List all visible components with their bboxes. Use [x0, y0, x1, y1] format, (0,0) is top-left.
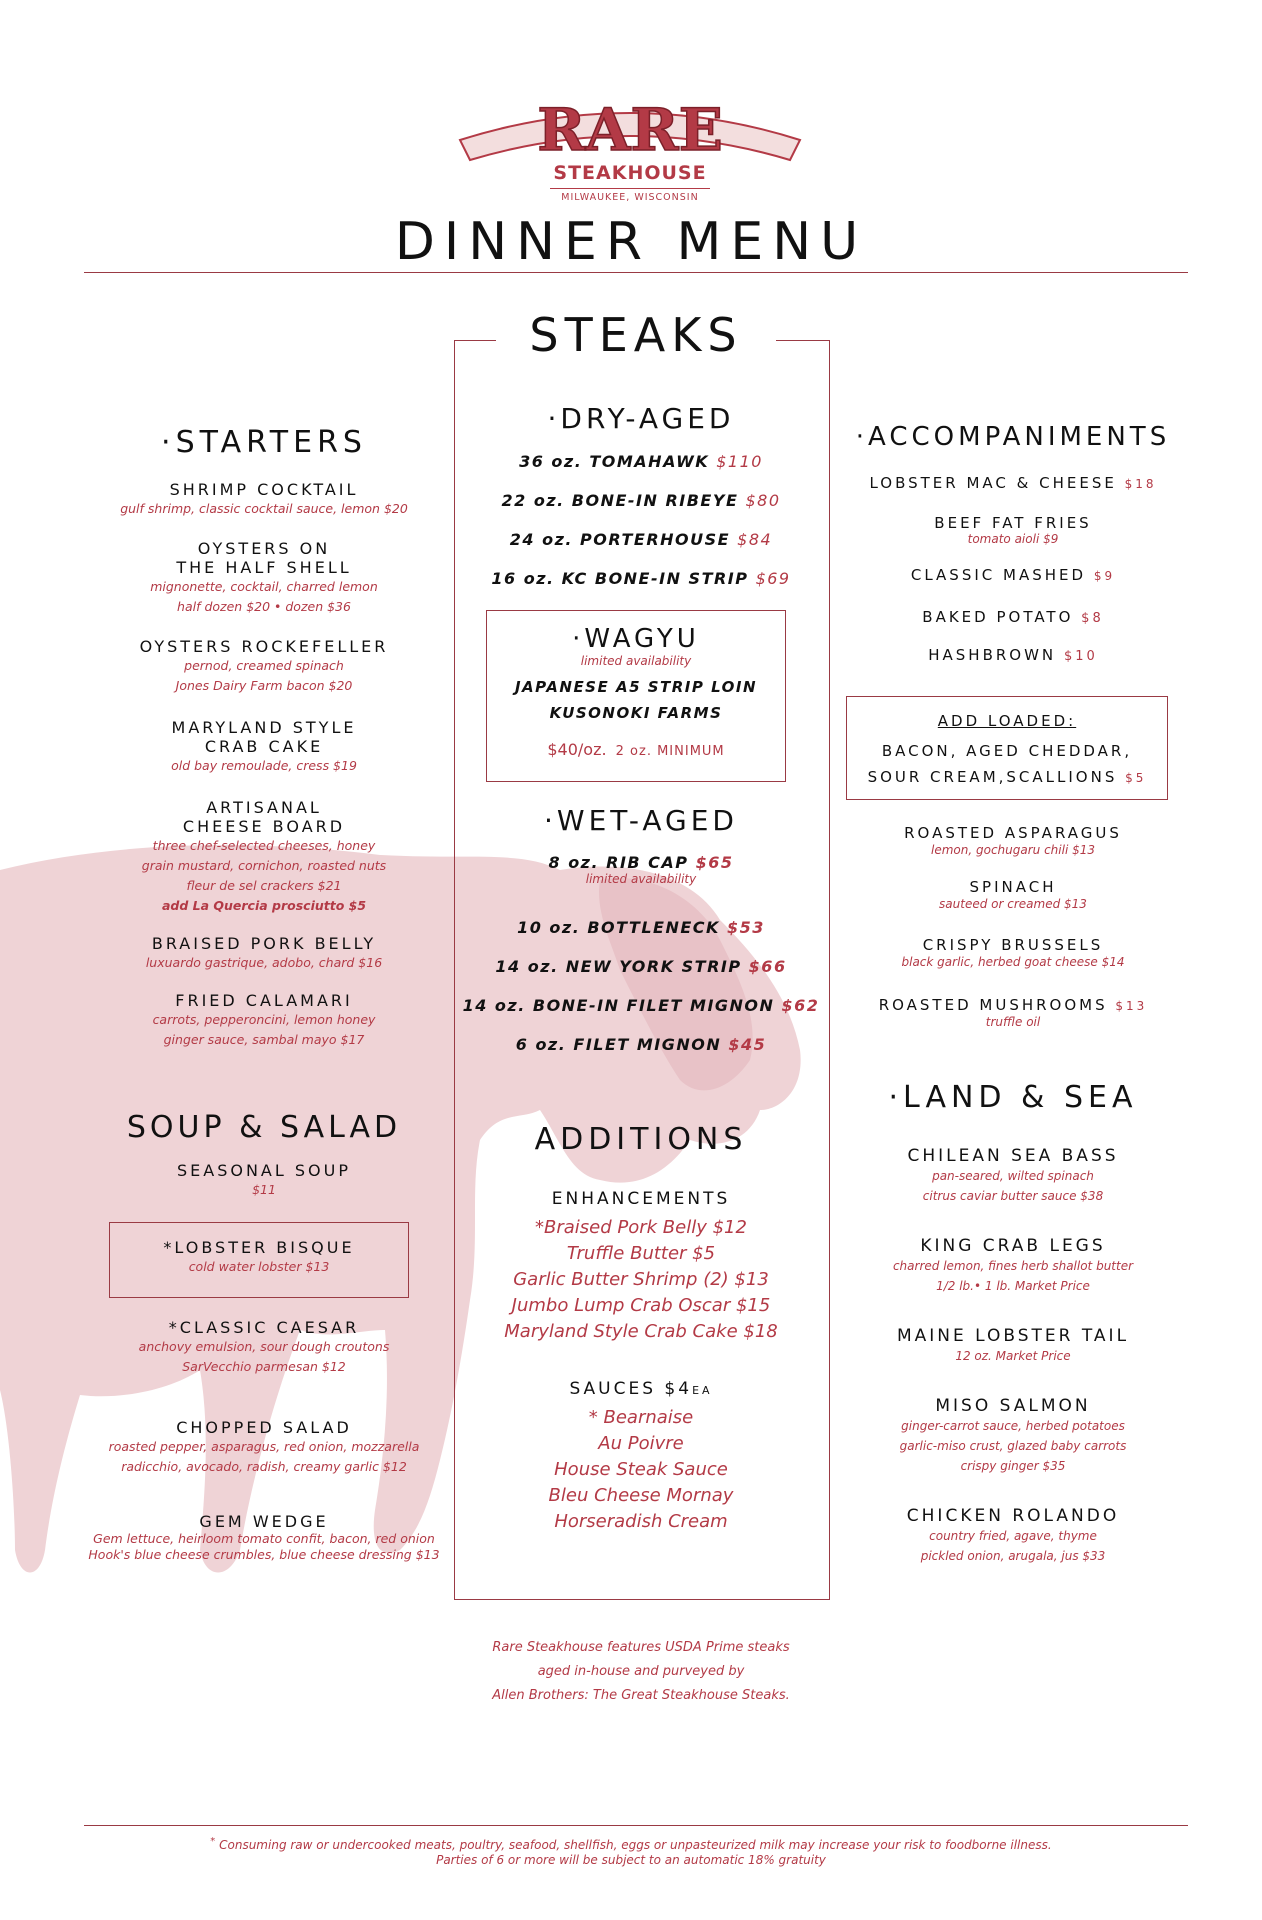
add-loaded-line-1: BACON, AGED CHEDDAR,: [881, 742, 1133, 760]
brussels-name: CRISPY BRUSSELS: [922, 936, 1104, 954]
land-sea-name: KING CRAB LEGS: [920, 1236, 1106, 1256]
land-sea-item: [838, 1506, 1188, 1566]
classic-mashed-price: $9: [1093, 569, 1116, 583]
starter-name: SHRIMP COCKTAIL: [169, 480, 359, 499]
steak-name: 36 oz. TOMAHAWK: [519, 452, 710, 471]
chopped-salad: [84, 1418, 444, 1477]
soup-salad-section: [84, 1110, 444, 1200]
steak-price: $80: [745, 491, 781, 510]
steak-price: $45: [728, 1035, 767, 1054]
starter-name: OYSTERS ON THE HALF SHELL: [176, 539, 352, 577]
usda-note-2: aged in-house and purveyed by: [537, 1664, 745, 1679]
svg-text:RARE: RARE: [537, 96, 723, 164]
wagyu-minimum: 2 oz. MINIMUM: [615, 744, 725, 759]
starter-name: FRIED CALAMARI: [175, 991, 353, 1010]
dry-aged-list: [454, 452, 828, 588]
enhancement-item: Maryland Style Crab Cake $18: [504, 1321, 778, 1342]
caesar-name: *CLASSIC CAESAR: [168, 1318, 360, 1337]
land-sea-desc: citrus caviar butter sauce $38: [922, 1189, 1104, 1203]
land-sea-heading: ·LAND & SEA: [888, 1080, 1138, 1115]
beef-fat-fries-name: BEEF FAT FRIES: [934, 514, 1092, 532]
land-sea-desc: pan-seared, wilted spinach: [932, 1169, 1094, 1183]
wagyu-line-1: JAPANESE A5 STRIP LOIN: [514, 678, 758, 696]
rib-cap-name: 8 oz. RIB CAP: [548, 853, 689, 872]
starter-item: [84, 539, 444, 617]
additions-section: [454, 1122, 828, 1535]
land-sea-item: [838, 1326, 1188, 1366]
wet-aged-heading: ·WET-AGED: [544, 804, 738, 837]
steak-price: $84: [737, 530, 773, 549]
starter-item: [84, 480, 444, 519]
land-sea-name: MISO SALMON: [935, 1396, 1091, 1416]
rib-cap-note: limited availability: [585, 872, 697, 886]
rib-cap-price: $65: [695, 853, 734, 872]
starter-item: [84, 637, 444, 696]
land-sea-desc: country fried, agave, thyme: [929, 1529, 1097, 1543]
hashbrown: [838, 646, 1188, 664]
land-sea-desc: pickled onion, arugala, jus $33: [920, 1549, 1106, 1563]
wedge-desc-1: Gem lettuce, heirloom tomato confit, bacon, red onion: [93, 1531, 435, 1546]
dry-aged-section: [454, 402, 828, 435]
enhancement-item: Truffle Butter $5: [566, 1243, 716, 1264]
footer-disclaimer: [0, 1834, 1262, 1853]
page-title: DINNER MENU: [394, 212, 868, 272]
add-loaded-line-2-text: SOUR CREAM,SCALLIONS: [867, 768, 1118, 786]
spinach-name: SPINACH: [969, 878, 1057, 896]
lobster-bisque: [109, 1238, 409, 1277]
wedge-name: GEM WEDGE: [199, 1512, 329, 1531]
sauce-item: House Steak Sauce: [554, 1459, 728, 1480]
mushrooms-desc: truffle oil: [985, 1015, 1041, 1029]
steak-name: 14 oz. NEW YORK STRIP: [495, 957, 742, 976]
accompaniments-heading: ·ACCOMPANIMENTS: [855, 422, 1171, 452]
add-loaded-heading: ADD LOADED:: [937, 712, 1077, 730]
caesar-desc-1: anchovy emulsion, sour dough croutons: [138, 1339, 390, 1354]
starter-desc: half dozen $20 • dozen $36: [177, 599, 351, 614]
logo-location: MILWAUKEE, WISCONSIN: [561, 192, 699, 203]
caesar-desc-2: SarVecchio parmesan $12: [182, 1359, 346, 1374]
dry-aged-item: [454, 530, 828, 549]
enhancements-list: [454, 1215, 828, 1345]
usda-note-1: Rare Steakhouse features USDA Prime steaks: [492, 1640, 790, 1655]
sauce-item: * Bearnaise: [588, 1407, 694, 1428]
hashbrown-price: $10: [1063, 649, 1098, 664]
wet-aged-item: [454, 957, 828, 976]
sauce-item: Bleu Cheese Mornay: [548, 1485, 734, 1506]
land-sea-item: [838, 1396, 1188, 1476]
starters-heading: ·STARTERS: [161, 425, 367, 460]
land-sea-item: [838, 1146, 1188, 1206]
logo-wordmark-icon: [440, 92, 820, 168]
starter-name: BRAISED PORK BELLY: [151, 934, 377, 953]
land-sea-desc: ginger-carrot sauce, herbed potatoes: [901, 1419, 1125, 1433]
add-loaded: [846, 712, 1168, 786]
footer-divider: [84, 1825, 1188, 1826]
asparagus-name: ROASTED ASPARAGUS: [904, 824, 1122, 842]
starter-desc: luxuardo gastrique, adobo, chard $16: [145, 955, 383, 970]
beef-fat-fries-desc: tomato aioli $9: [967, 532, 1059, 546]
wet-aged-section: [454, 804, 828, 886]
land-sea-desc: 12 oz. Market Price: [955, 1349, 1071, 1363]
spinach-desc: sauteed or creamed $13: [939, 897, 1087, 911]
steak-price: $69: [755, 569, 791, 588]
wet-aged-list: [454, 918, 828, 1054]
starter-desc: pernod, creamed spinach: [184, 658, 344, 673]
chopped-name: CHOPPED SALAD: [176, 1418, 352, 1437]
sauce-item: Horseradish Cream: [554, 1511, 728, 1532]
footer-line-1: Consuming raw or undercooked meats, poultry, seafood, shellfish, eggs or unpasteurized milk may increase your risk to foodborne illness.: [219, 1838, 1052, 1852]
land-sea-name: CHICKEN ROLANDO: [906, 1506, 1120, 1526]
steak-price: $62: [781, 996, 820, 1015]
footer-line-2: Parties of 6 or more will be subject to an automatic 18% gratuity: [436, 1853, 826, 1867]
baked-potato-name: BAKED POTATO: [922, 608, 1074, 626]
enhancements-heading: ENHANCEMENTS: [551, 1189, 731, 1209]
enhancement-item: Jumbo Lump Crab Oscar $15: [511, 1295, 771, 1316]
add-loaded-line-2: [846, 768, 1168, 786]
starter-item: [84, 718, 444, 776]
soup-salad-heading: SOUP & SALAD: [126, 1110, 402, 1145]
starter-addon: add La Quercia prosciutto $5: [161, 898, 367, 913]
land-sea-name: CHILEAN SEA BASS: [907, 1146, 1119, 1166]
dry-aged-heading: ·DRY-AGED: [547, 402, 735, 435]
steak-name: 22 oz. BONE-IN RIBEYE: [501, 491, 739, 510]
wet-aged-item: [454, 918, 828, 937]
lobster-bisque-desc: cold water lobster $13: [188, 1259, 330, 1274]
starter-desc: carrots, pepperoncini, lemon honey: [152, 1012, 376, 1027]
land-sea-item: [838, 1236, 1188, 1296]
land-sea-desc: crispy ginger $35: [960, 1459, 1066, 1473]
footer: [0, 1834, 1262, 1868]
steak-name: 14 oz. BONE-IN FILET MIGNON: [462, 996, 775, 1015]
usda-note-3: Allen Brothers: The Great Steakhouse Steaks.: [492, 1688, 790, 1703]
dry-aged-item: [454, 569, 828, 588]
chopped-desc-1: roasted pepper, asparagus, red onion, mozzarella: [108, 1439, 420, 1454]
gem-wedge: [74, 1512, 454, 1563]
logo: [430, 92, 830, 212]
steak-price: $110: [716, 452, 763, 471]
steak-name: 16 oz. KC BONE-IN STRIP: [491, 569, 749, 588]
mushrooms-name: ROASTED MUSHROOMS: [878, 996, 1108, 1014]
add-loaded-price: $5: [1125, 771, 1147, 785]
starters-section: [84, 425, 444, 460]
starter-name: MARYLAND STYLE CRAB CAKE: [171, 718, 357, 756]
wagyu-section: [486, 624, 786, 759]
land-sea-list: [838, 1146, 1188, 1566]
land-sea-section: [838, 1080, 1188, 1115]
chopped-desc-2: radicchio, avocado, radish, creamy garlic $12: [121, 1459, 407, 1474]
lobster-bisque-name: *LOBSTER BISQUE: [163, 1238, 355, 1257]
additions-heading: ADDITIONS: [534, 1122, 748, 1157]
asparagus-desc: lemon, gochugaru chili $13: [931, 843, 1095, 857]
starter-desc: mignonette, cocktail, charred lemon: [150, 579, 378, 594]
land-sea-desc: garlic-miso crust, glazed baby carrots: [899, 1439, 1127, 1453]
baked-potato-price: $8: [1081, 611, 1104, 626]
sauces-heading-line: [454, 1379, 828, 1399]
enhancement-item: Garlic Butter Shrimp (2) $13: [513, 1269, 769, 1290]
wagyu-note: limited availability: [580, 654, 692, 668]
baked-potato: [838, 608, 1188, 626]
asterisk-icon: *: [210, 1836, 216, 1847]
lobster-mac-price: $18: [1124, 477, 1157, 491]
starter-item: [84, 798, 444, 916]
enhancement-item: *Braised Pork Belly $12: [535, 1217, 747, 1238]
wagyu-price-line: [486, 740, 786, 759]
starter-desc: three chef-selected cheeses, honey: [152, 838, 376, 853]
sauces-each: EA: [692, 1384, 713, 1397]
starter-item: [84, 991, 444, 1050]
steak-name: 24 oz. PORTERHOUSE: [509, 530, 731, 549]
wet-aged-item: [454, 1035, 828, 1054]
brussels-desc: black garlic, herbed goat cheese $14: [901, 955, 1125, 969]
dry-aged-item: [454, 452, 828, 471]
starter-desc: ginger sauce, sambal mayo $17: [163, 1032, 365, 1047]
starter-desc: old bay remoulade, cress $19: [171, 758, 357, 773]
hashbrown-name: HASHBROWN: [928, 646, 1057, 664]
starter-desc: Jones Dairy Farm bacon $20: [175, 678, 353, 693]
rib-cap: [454, 853, 828, 872]
starter-desc: gulf shrimp, classic cocktail sauce, lemon $20: [120, 501, 408, 516]
steak-name: 10 oz. BOTTLENECK: [517, 918, 720, 937]
starter-name: ARTISANAL CHEESE BOARD: [182, 798, 346, 836]
header-divider: [84, 272, 1188, 273]
wet-aged-item: [454, 996, 828, 1015]
lobster-mac-name: LOBSTER MAC & CHEESE: [869, 474, 1117, 492]
dry-aged-item: [454, 491, 828, 510]
classic-mashed-name: CLASSIC MASHED: [910, 566, 1087, 584]
classic-mashed: [838, 566, 1188, 584]
logo-subtitle: STEAKHOUSE: [553, 162, 707, 184]
mushrooms: [838, 996, 1188, 1014]
wedge-desc-2: Hook's blue cheese crumbles, blue cheese dressing $13: [88, 1547, 440, 1562]
accompaniments-section: [838, 422, 1188, 664]
starter-desc: fleur de sel crackers $21: [186, 878, 342, 893]
starters-list: [84, 480, 444, 1050]
sides-section: [838, 824, 1188, 1030]
land-sea-desc: charred lemon, fines herb shallot butter: [892, 1259, 1134, 1273]
sauces-list: [454, 1405, 828, 1535]
land-sea-name: MAINE LOBSTER TAIL: [896, 1326, 1130, 1346]
land-sea-desc: 1/2 lb.• 1 lb. Market Price: [936, 1279, 1090, 1293]
usda-note: [454, 1636, 828, 1708]
starter-name: OYSTERS ROCKEFELLER: [139, 637, 389, 656]
starter-desc: grain mustard, cornichon, roasted nuts: [141, 858, 387, 873]
steaks-heading: STEAKS: [496, 308, 776, 362]
wagyu-price: $40/oz.: [547, 740, 607, 759]
steak-price: $66: [748, 957, 787, 976]
wagyu-heading: ·WAGYU: [572, 624, 700, 654]
steak-name: 6 oz. FILET MIGNON: [515, 1035, 722, 1054]
lobster-mac: [838, 474, 1188, 492]
sauces-heading: SAUCES $4: [569, 1379, 693, 1399]
starter-item: [84, 934, 444, 973]
mushrooms-price: $13: [1115, 999, 1148, 1013]
seasonal-soup-name: SEASONAL SOUP: [177, 1161, 351, 1180]
seasonal-soup-price: $11: [252, 1182, 276, 1197]
steak-price: $53: [727, 918, 765, 937]
sauce-item: Au Poivre: [598, 1433, 684, 1454]
classic-caesar: [84, 1318, 444, 1377]
wagyu-line-2: KUSONOKI FARMS: [549, 704, 723, 722]
